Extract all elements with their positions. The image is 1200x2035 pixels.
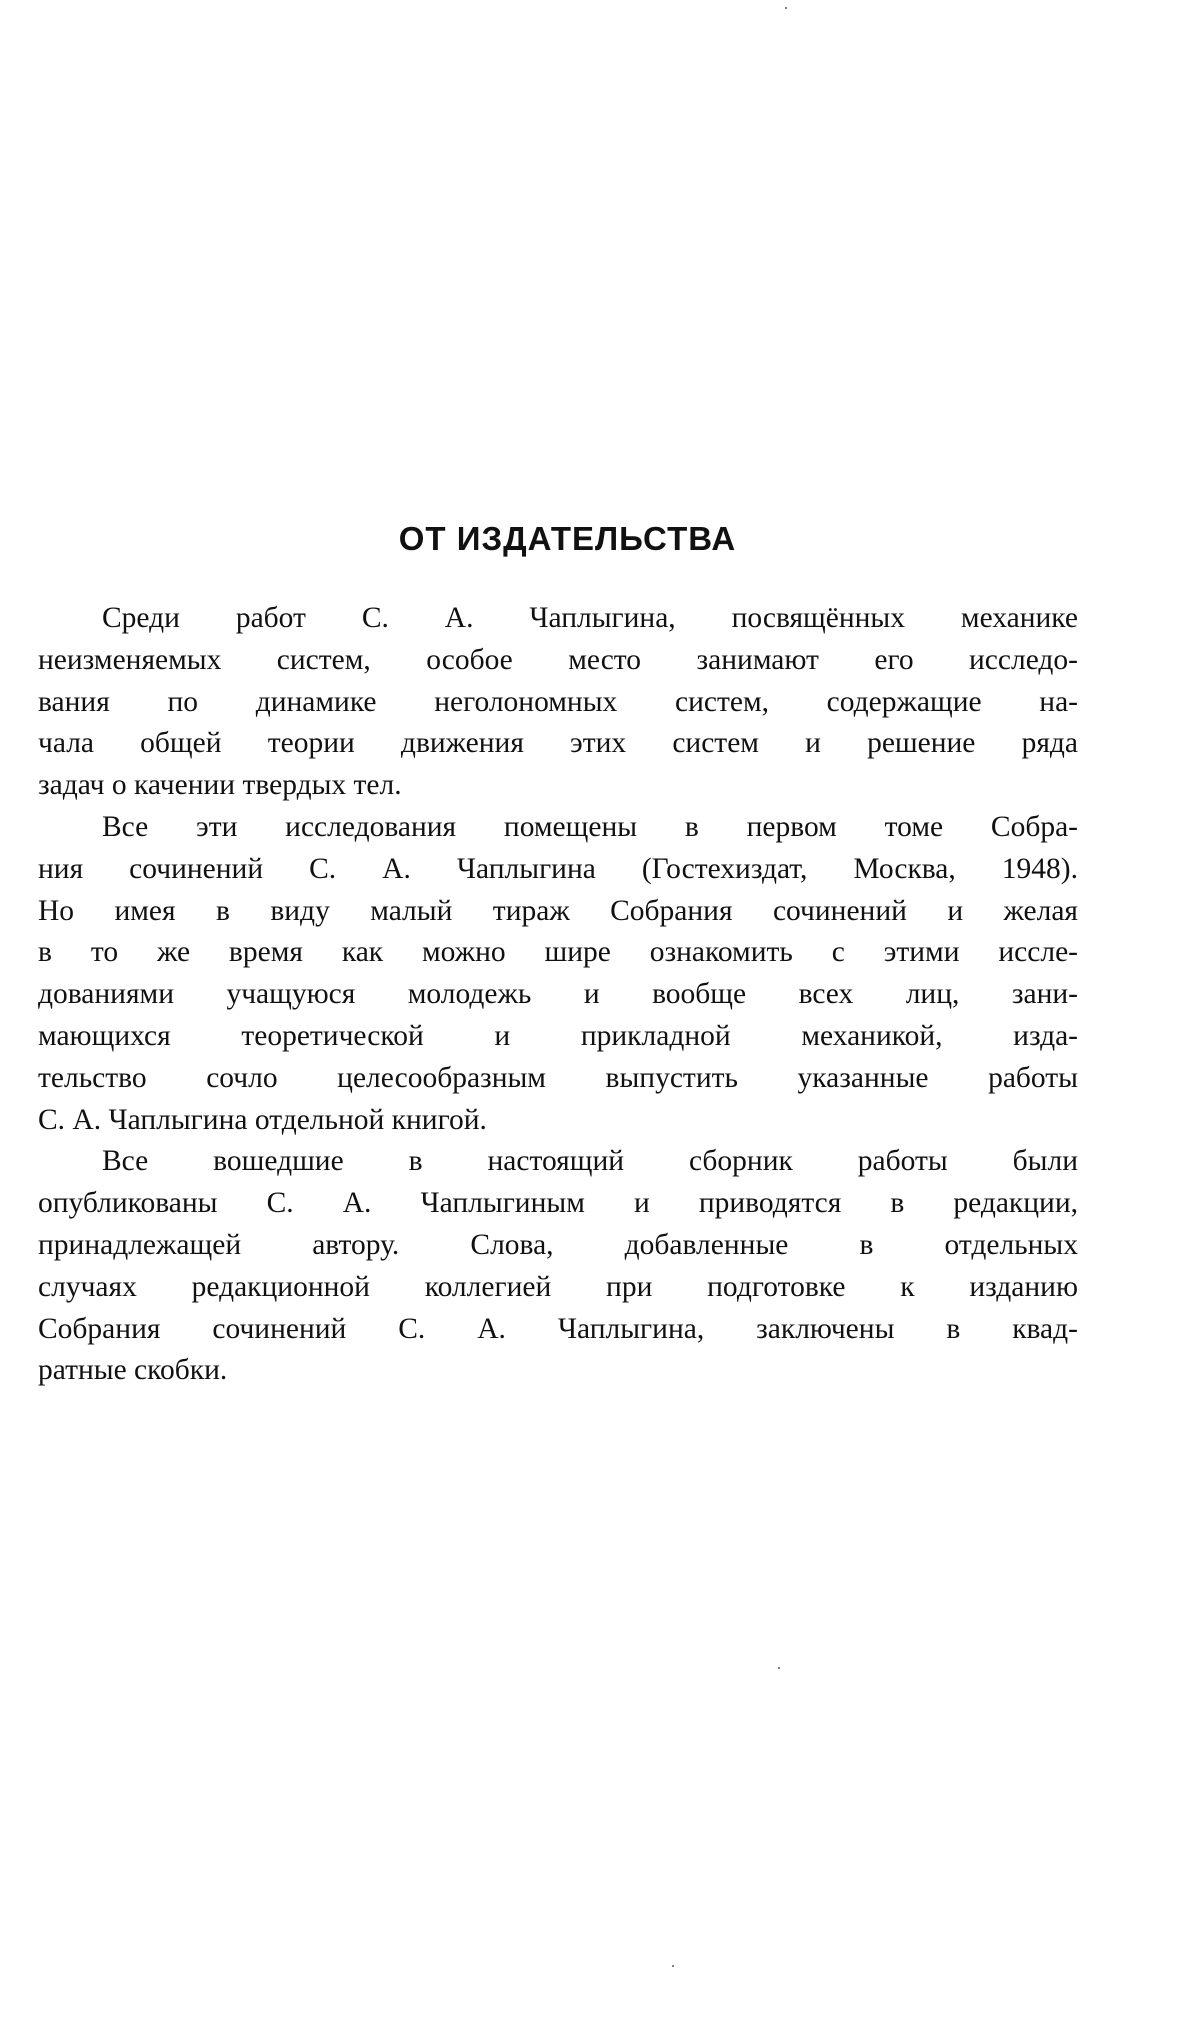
text-line: опубликованы С. А. Чаплыгиным и приводятся в редакции, xyxy=(38,1187,1078,1220)
paragraph xyxy=(38,807,1078,1141)
text-line: неизменяемых систем, особое место занимают его исследо- xyxy=(38,643,1078,676)
text-line: в то же время как можно шире ознакомить с этими иссле- xyxy=(38,936,1078,969)
page-title: ОТ ИЗДАТЕЛЬСТВА xyxy=(398,520,737,557)
text-line: Все вошедшие в настоящий сборник работы были xyxy=(102,1145,1078,1178)
text-line: принадлежащей автору. Слова, добавленные в отдельных xyxy=(38,1228,1078,1261)
scan-speck xyxy=(785,7,787,9)
text-line: мающихся теоретической и прикладной механикой, изда- xyxy=(38,1019,1078,1052)
text-line: дованиями учащуюся молодежь и вообще всех лиц, зани- xyxy=(38,978,1078,1011)
text-line: вания по динамике неголономных систем, содержащие на- xyxy=(38,685,1078,718)
text-line: Собрания сочинений С. А. Чаплыгина, заключены в квад- xyxy=(38,1312,1078,1345)
scan-speck xyxy=(672,1965,674,1967)
text-line: С. А. Чаплыгина отдельной книгой. xyxy=(38,1103,487,1136)
text-line: случаях редакционной коллегией при подготовке к изданию xyxy=(38,1270,1078,1303)
text-line: тельство сочло целесообразным выпустить указанные работы xyxy=(38,1061,1078,1094)
body-text xyxy=(38,598,1078,1392)
text-line: Все эти исследования помещены в первом томе Собра- xyxy=(102,810,1078,843)
text-line: чала общей теории движения этих систем и решение ряда xyxy=(38,727,1078,760)
text-line: задач о качении твердых тел. xyxy=(38,769,402,802)
text-line: ратные скобки. xyxy=(38,1354,228,1387)
text-line: Среди работ С. А. Чаплыгина, посвящённых механике xyxy=(102,602,1078,634)
text-line: ния сочинений С. А. Чаплыгина (Гостехиздат, Москва, 1948). xyxy=(38,852,1078,885)
scan-speck xyxy=(778,1667,780,1669)
paragraph xyxy=(38,598,1078,807)
paragraph xyxy=(38,1141,1078,1392)
text-line: Но имея в виду малый тираж Собрания сочинений и желая xyxy=(38,894,1078,927)
